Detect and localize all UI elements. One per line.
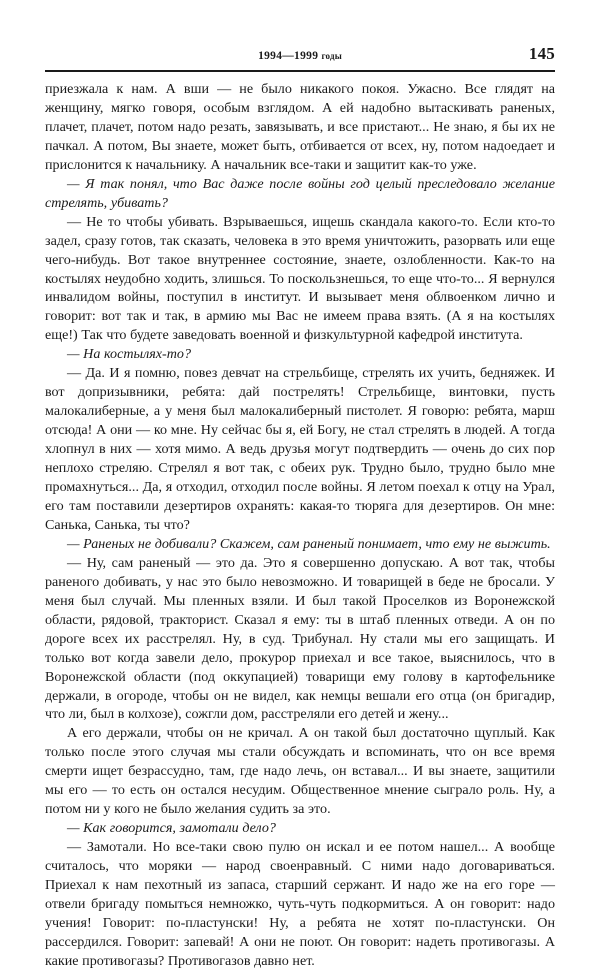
running-head-title (45, 47, 555, 65)
paragraph: приезжала к нам. А вши — не было никакого покоя. Ужасно. Все глядят на женщину, мягко говоря, особым взглядом. А ей надобно вытаскивать раненых, плачет, плачет, потом надо резать, завязывать, и все пристают... Не знаю, я бы их не пачкал. А потом, Вы знаете, может быть, отбивается от всех, ну, потом надоедает и прислонится к начальнику. А начальник все-таки и защитит как-то уже. (45, 81, 555, 173)
interview-question: — На костылях-то? (67, 346, 192, 363)
running-head (45, 44, 555, 69)
paragraph: — Не то чтобы убивать. Взрываешься, ищешь скандала какого-то. Если кто-то задел, сразу готов, так сказать, человека в это время уничтожить, разорвать или еще чего-нибудь. Вот такое внутреннее состояние, знаете, озлобленности. Как-то на костылях неудобно ходить, злишься. То поскользнешься, то еще что-то... Я вернулся инвалидом войны, поступил в институт. И вызывает меня облвоенком лично и говорит: вот так и так, в армию мы Вас не имеем права взять. (А я на костылях еще!) Так что будете заведовать военной и физкультурной кафедрой института. (45, 213, 555, 344)
paragraph: — Замотали. Но все-таки свою пулю он искал и ее потом нашел... А вообще считалось, что моряки — народ своенравный. С ними надо договариваться. Приехал к нам пехотный из запаса, старший сержант. И надо же на его горе — отвели бригаду помыться немножко, чуть-чуть подкормиться. А он говорит: надо учения! Говорит: по-пластунски! Ну, а ребята не хотят по-пластунски. Он рассердился. Говорит: запевай! А они не поют. Он говорит: надеть противогазы. А какие противогазы? Противогазов давно нет. (45, 839, 555, 969)
text-block (45, 80, 555, 971)
page-number: 145 (528, 44, 555, 63)
paragraph: А его держали, чтобы он не кричал. А он такой был достаточно щуплый. Как только после этого случая мы стали обсуждать и вспоминать, что он все время смерти ищет безрассудно, там, где надо лечь, он вставал... И вы знаете, защитили мы его — то есть он остался несудим. Общественное мнение сыграло роль. Ну, а потом ни у кого не было желания судить за это. (45, 725, 555, 818)
interview-question: — Я так понял, что Вас даже после войны год целый преследовало желание стрелять, убивать? (45, 175, 555, 211)
interview-question: — Как говорится, замотали дело? (67, 820, 276, 837)
paragraph: — Ну, сам раненый — это да. Это я совершенно допускаю. А вот так, чтобы раненого добивать, у нас это было невозможно. И товарищей в беде не бросали. У меня был случай. Мы пленных взяли. И был такой Проселков из Воронежской области, рядовой, тракторист. Сказал я ему: ты в штаб пленных отведи. А он по дороге всех их расстрелял. Ну, в суд. Трибунал. Ну стали мы его защищать. И только вот когда завели дело, прокурор приехал и все такое, выяснилось, что в Воронежской области (под оккупацией) товарищи ему голову в картофельнике держали, в огороде, чтобы он не видел, как немцы вешали его отца (он бригадир, что ли, был в колхозе), сожгли дом, расстреляли его детей и жену... (45, 554, 555, 723)
running-head-years: 1994—1999 (258, 50, 319, 62)
header-rule (45, 70, 555, 72)
running-head-word: годы (321, 51, 342, 61)
paragraph: — Да. И я помню, повез девчат на стрельбище, стрелять их учить, бедняжек. И вот допризывники, ребята: дай пострелять! Стрельбище, винтовки, пусть малокалиберные, а у меня был малокалиберный пистолет. Я говорю: ребята, марш отсюда! А они — ко мне. Ну сейчас бы я, ей Богу, не стал стрелять в людей. А тогда хлопнул в них — хотя мимо. А ведь друзья могут подтвердить — очень до сих пор неплохо стреляю. Стрелял я вот так, с обеих рук. Трудно было, трудно было мне промахнуться... Да, я отходил, отходил после войны. Я летом поехал к отцу на Урал, его там поставили дезертиров охранять: какая-то тюряга для дезертиров. Он мне: Санька, Санька, ты что? (45, 365, 555, 533)
interview-question: — Раненых не добивали? Скажем, сам раненый понимает, что ему не выжить. (67, 535, 551, 552)
